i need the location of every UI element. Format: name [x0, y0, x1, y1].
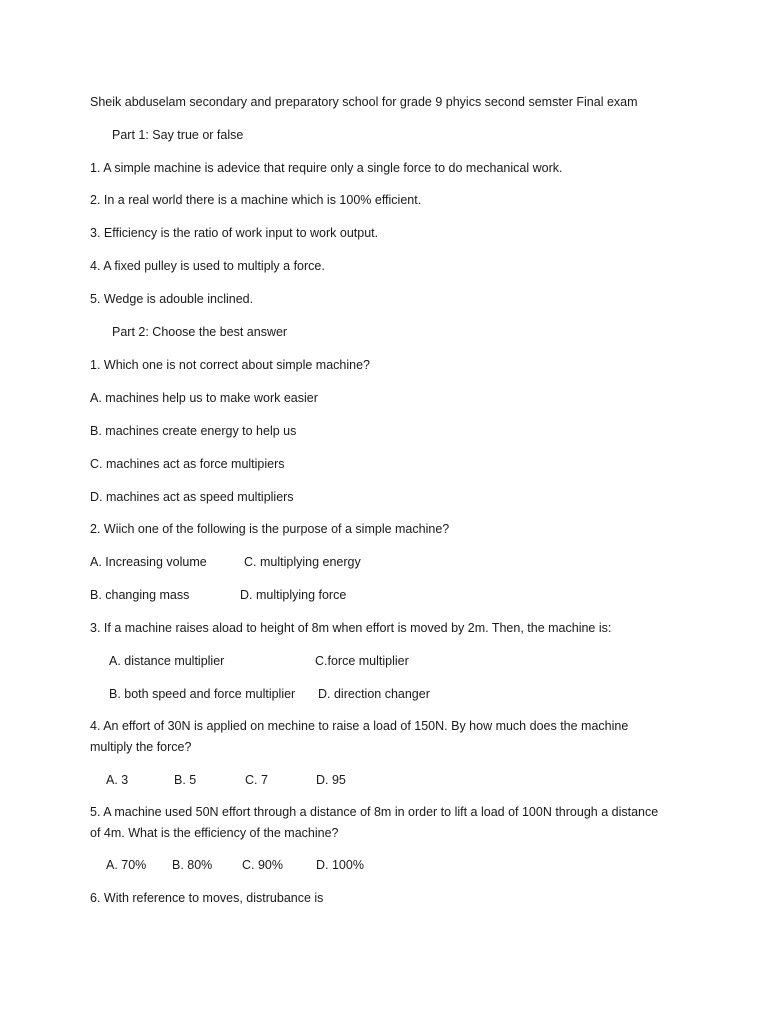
question-4-line-2: multiply the force? — [90, 740, 192, 754]
q4-option-b: B. 5 — [174, 773, 197, 787]
q5-option-c: C. 90% — [242, 858, 283, 872]
q1-option-a: A. machines help us to make work easier — [90, 391, 318, 405]
question-4-line-1: 4. An effort of 30N is applied on mechine to raise a load of 150N. By how much does the machine — [90, 719, 629, 733]
q3-option-a: A. distance multiplier — [109, 654, 225, 668]
q2-option-b: B. changing mass — [90, 588, 190, 602]
q4-option-a: A. 3 — [106, 773, 129, 787]
q2-option-d: D. multiplying force — [240, 588, 347, 602]
q4-option-d: D. 95 — [316, 773, 346, 787]
q2-option-c: C. multiplying energy — [244, 555, 361, 569]
q3-option-d: D. direction changer — [318, 687, 430, 701]
tf-item-2: 2. In a real world there is a machine which is 100% efficient. — [90, 193, 422, 207]
tf-item-4: 4. A fixed pulley is used to multiply a force. — [90, 259, 325, 273]
q1-option-b: B. machines create energy to help us — [90, 424, 297, 438]
part1-heading: Part 1: Say true or false — [112, 128, 244, 142]
q5-option-a: A. 70% — [106, 858, 147, 872]
q5-option-b: B. 80% — [172, 858, 213, 872]
tf-item-1: 1. A simple machine is adevice that require only a single force to do mechanical work. — [90, 161, 563, 175]
question-6: 6. With reference to moves, distrubance is — [90, 891, 324, 905]
tf-item-5: 5. Wedge is adouble inclined. — [90, 292, 254, 306]
tf-item-3: 3. Efficiency is the ratio of work input to work output. — [90, 226, 379, 240]
question-5-line-1: 5. A machine used 50N effort through a distance of 8m in order to lift a load of 100N through a distance — [90, 805, 659, 819]
q4-option-c: C. 7 — [245, 773, 268, 787]
q3-option-c: C.force multiplier — [315, 654, 409, 668]
q2-option-a: A. Increasing volume — [90, 555, 207, 569]
part2-heading: Part 2: Choose the best answer — [112, 325, 288, 339]
exam-title: Sheik abduselam secondary and preparatory school for grade 9 phyics second semster Final exam — [90, 95, 638, 109]
q1-option-d: D. machines act as speed multipliers — [90, 490, 294, 504]
question-2: 2. Wiich one of the following is the purpose of a simple machine? — [90, 522, 450, 536]
q5-option-d: D. 100% — [316, 858, 364, 872]
q1-option-c: C. machines act as force multipiers — [90, 457, 285, 471]
q3-option-b: B. both speed and force multiplier — [109, 687, 296, 701]
question-3: 3. If a machine raises aload to height of 8m when effort is moved by 2m. Then, the machine is: — [90, 621, 612, 635]
question-1: 1. Which one is not correct about simple machine? — [90, 358, 370, 372]
question-5-line-2: of 4m. What is the efficiency of the machine? — [90, 826, 339, 840]
